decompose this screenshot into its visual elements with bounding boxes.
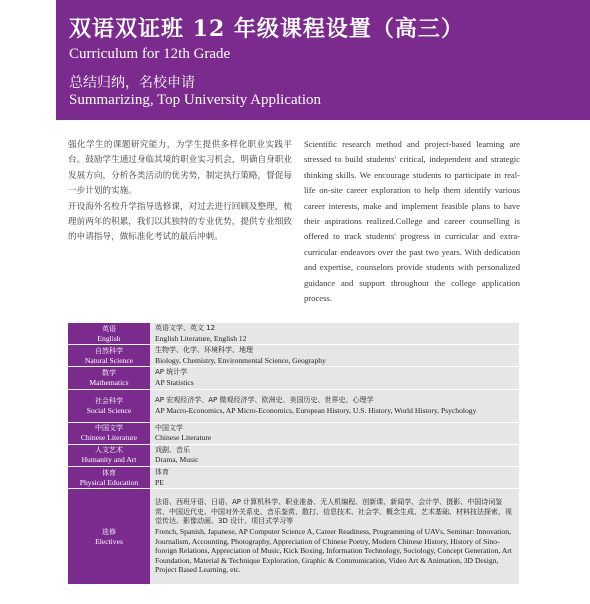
- subject-label: 英语 English: [68, 323, 150, 345]
- table-row: [68, 389, 519, 422]
- subject-label: 数学 Mathematics: [68, 367, 150, 389]
- subject-label: 社会科学 Social Science: [68, 389, 150, 422]
- page-subtitle: Curriculum for 12th Grade: [69, 46, 231, 62]
- table-row: [68, 345, 519, 367]
- table-row: [68, 422, 519, 444]
- subject-label: 体育 Physical Education: [68, 466, 150, 488]
- page-title: 双语双证班 12 年级课程设置（高三）: [69, 16, 464, 42]
- theme-cn: 总结归纳，名校申请: [69, 75, 195, 91]
- subject-courses: AP 统计学 AP Statistics: [150, 367, 519, 389]
- intro-cn-paragraph: 开设海外名校升学指导选修课，对过去进行回顾及整理，梳理前两年的积累，我们以其独特的专业优势，提供专业细致的申请指导，做标准化考试的最后冲刺。: [68, 201, 292, 243]
- intro-cn: [68, 138, 292, 246]
- table-row: [68, 323, 519, 345]
- theme-en: Summarizing, Top University Application: [69, 92, 321, 108]
- subject-courses: 戏剧、音乐 Drama, Music: [150, 444, 519, 466]
- table-row: [68, 367, 519, 389]
- subject-label: 自然科学 Natural Science: [68, 345, 150, 367]
- table-row: [68, 489, 519, 585]
- subject-courses: AP 宏观经济学、AP 微观经济学、欧洲史、美国历史、世界史、心理学 AP Macro-Economics, AP Micro-Economics, European History, U.S. History, World History, Psychology: [150, 389, 519, 422]
- subject-label: 中国文学 Chinese Literature: [68, 422, 150, 444]
- header-banner: [56, 0, 590, 120]
- intro-cn-paragraph: 强化学生的课题研究能力，为学生提供多样化职业实践平台。鼓励学生通过身临其境的职业实习机会，明确自身职业发展方向，分析各类活动的优劣势，制定执行策略，督促每一步计划的实施。: [68, 140, 292, 197]
- subject-courses: 法语、西班牙语、日语、AP 计算机科学、职业准备、无人机编程、创新课、新闻学、会计学、摄影、中国诗词鉴赏、中国近代史、中国对外关系史、音乐鉴赏、散打、信息技术、社会学、概念生成、艺术基础、材料技法探索、视觉传达、影像动画、3D 设计、项目式学习等 French, Spanish, Japanese, AP Computer Science A, Career Readiness, Programming of UAVs, Seminar: Innovation, Journalism, Accounting, Photography, Appreciation of Chinese Poetry, Modern Chinese History, History of Sino-foreign Relations, Appreciation of Music, Kick Boxing, Information Technology, Sociology, Concept Generation, Art Foundation, Material & Technique Exploration, Graphic & Communication, Video Art & Animation, 3D Design, Project Based Learning, etc.: [150, 489, 519, 585]
- curriculum-table: [68, 323, 519, 585]
- intro-en: Scientific research method and project-based learning are stressed to build students' critical, independent and strategic thinking skills. We encourage students to participate in real-life on-site career exploration to help them identify various career interests, make and implement feasible plans to have their aspirations realized.College and career counselling is offered to track students' progress in curricular and extra-curricular endeavors over the past two years. With dedication and expertise, counselors provide students with personalized guidance and support throughout the college application process.: [304, 139, 520, 304]
- subject-courses: 中国文学 Chinese Literature: [150, 422, 519, 444]
- subject-courses: 英语文学、英文 12 English Literature, English 12: [150, 323, 519, 345]
- subject-courses: 体育 PE: [150, 466, 519, 488]
- subject-label: 选修 Electives: [68, 489, 150, 585]
- table-row: [68, 466, 519, 488]
- subject-label: 人文艺术 Humanity and Art: [68, 444, 150, 466]
- table-row: [68, 444, 519, 466]
- subject-courses: 生物学、化学、环境科学、地理 Biology, Chemistry, Environmental Science, Geography: [150, 345, 519, 367]
